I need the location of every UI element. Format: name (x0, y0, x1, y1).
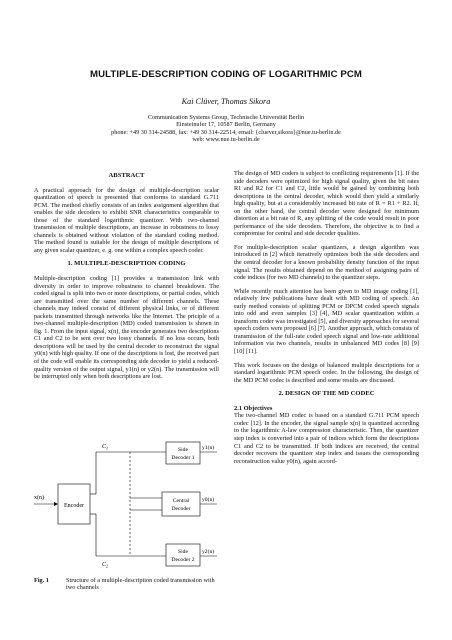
section2-heading: 2. DESIGN OF THE MD CODEC (278, 390, 375, 398)
abstract-heading: ABSTRACT (108, 172, 145, 179)
c2-label: $C_2$ (102, 562, 109, 569)
affiliation-contact: phone: +49 30 314-24588, fax: +49 30 314-22514, email: {cluever,sikora}@nue.tu-berlin.de (111, 128, 341, 136)
figure-1 (34, 440, 219, 595)
paper-authors: Kai Clüver, Thomas Sikora (181, 97, 271, 106)
paper-title: MULTIPLE-DESCRIPTION CODING OF LOGARITHMIC PCM (90, 69, 362, 80)
figure-caption (34, 577, 219, 592)
right-paragraph-3: While recently much attention has been given to MD image coding [1], relatively few publications have dealt with MD coding of speech. An early method consists of splitting PCM or DPCM coded speech signals into odd and even samples [3] [4], MD scalar quantization within a transform coder was investigated [5], and diversity approaches for several speech coders were proposed [6] [7]. Another approach, which consists of transmission of the full-rate coded speech signal and low-rate additional information via two channels, results in unbalanced MD codes [8] [9] [10] [11]. (234, 287, 420, 356)
side1-label-line1: Side (178, 447, 188, 453)
section21-paragraph: The two-channel MD codec is based on a standard G.711 PCM speech codec [12]. In the encoder, the signal sample x(n) is quantized according to the logarithmic A-law compression characteristic. Then, the quantizer step index is converted into a pair of indices which form the descriptions C1 and C2 to be transmitted. If both indices are received, the central decoder recovers the quantizer step index and issues the corresponding reconstruction value y0(n), again accord- (234, 412, 419, 465)
figure-caption-label: Fig. 1 (34, 577, 49, 584)
section21-heading: 2.1 Objectives (234, 404, 273, 412)
encoder-label: Encoder (64, 503, 84, 509)
abstract-text: A practical approach for the design of multiple-description scalar quantization of speech is presented that conforms to standard G.711 PCM. The method chiefly consists of an index assignment algorithm that enables the side decoders to exhibit SNR characteristics comparable to those of the standard logarithmic quantizer. With two-channel transmission of multiple descriptions, an increase in robustness to lossy channels is obtained without violation of the standard coding method. The method found is suitable for the design of multiple descriptions of any given scalar quantizer, e. g. one within a complex speech coder. (34, 186, 219, 254)
left-column (34, 170, 219, 387)
section1-heading: 1. MULTIPLE-DESCRIPTION CODING (67, 260, 186, 268)
central-decoder-block (162, 492, 200, 516)
right-paragraph-2: For multiple-description scalar quantizers, a design algorithm was introduced in [2] which iteratively optimizes both the side decoders and the central decoder for a known probability density function of the input signal. The results obtained depend on the method of assigning pairs of code indices (for two MD channels) to the quantizer steps. (234, 243, 419, 282)
input-arrowhead (54, 502, 58, 506)
right-paragraph-1: The design of MD coders is subject to conflicting requirements [1]. If the side decoders were optimized for high signal quality, given the bit rates R1 and R2 for C1 and C2, little would be gained by combining both descriptions in the central decoder, which would then yield a similarly high quality, but at a considerably increased bit rate of R = R1 + R2. If, on the other hand, the central decoder were designed for minimum distortion at a bit rate of R, any splitting of the code would result in poor performance of the side decoders. Therefore, the objective is to find a compromise for central and side decoder qualities. (234, 170, 419, 238)
y2-label: y2(n) (202, 549, 215, 555)
right-column (234, 170, 419, 471)
c1-label: $C_1$ (102, 444, 109, 451)
affiliation-web: web: www.nue.tu-berlin.de (192, 135, 260, 143)
side1-label-line2: Decoder 1 (171, 455, 195, 461)
affiliation-block (0, 114, 452, 143)
md-block-diagram (34, 440, 219, 580)
right-paragraph-4: This work focuses on the design of balanced multiple descriptions for a standard logarithmic PCM speech codec. In the following, the design of the MD PCM codec is described and some results are discussed. (234, 361, 419, 384)
input-label: x(n) (34, 495, 44, 501)
section1-paragraph: Multiple-description coding [1] provides a transmission link with diversity in order to improve robustness to channel breakdown. The coded signal is split into two or more descriptions, or partial codes, which are transmitted over the same number of different channels. These channels may indeed consist of different physical links, or of different packets transmitted through networks like the Internet. The priciple of a two-channel multiple-description (MD) coded transmission is shown in fig. 1. From the input signal, x(n), the encoder generates two descriptions C1 and C2 to be sent over two lossy channels. If no loss occurs, both descriptions will be used by the central decoder to reconstruct the signal y0(n) with high quality. If one of the descriptions is lost, the received part of the code will enable its corresponding side decoder to yield a reduced-quality version of the output signal, y1(n) or y2(n). The transmission will be interrupted only when both descriptions are lost. (34, 275, 219, 381)
figure-caption-text: Structure of a multiple-description coded transmission with two channels (66, 577, 215, 592)
central-label-line2: Decoder (171, 506, 191, 512)
affiliation-line: Einsteinufer 17, 10587 Berlin, Germany (176, 121, 276, 129)
side2-label-line2: Decoder 2 (171, 557, 195, 563)
central-label-line1: Central (172, 498, 190, 504)
y1-label: y1(n) (202, 445, 215, 451)
side2-label-line1: Side (178, 549, 188, 555)
affiliation-line: Communication Systems Group, Technische Universität Berlin (147, 114, 305, 121)
y0-label: y0(n) (202, 497, 215, 503)
